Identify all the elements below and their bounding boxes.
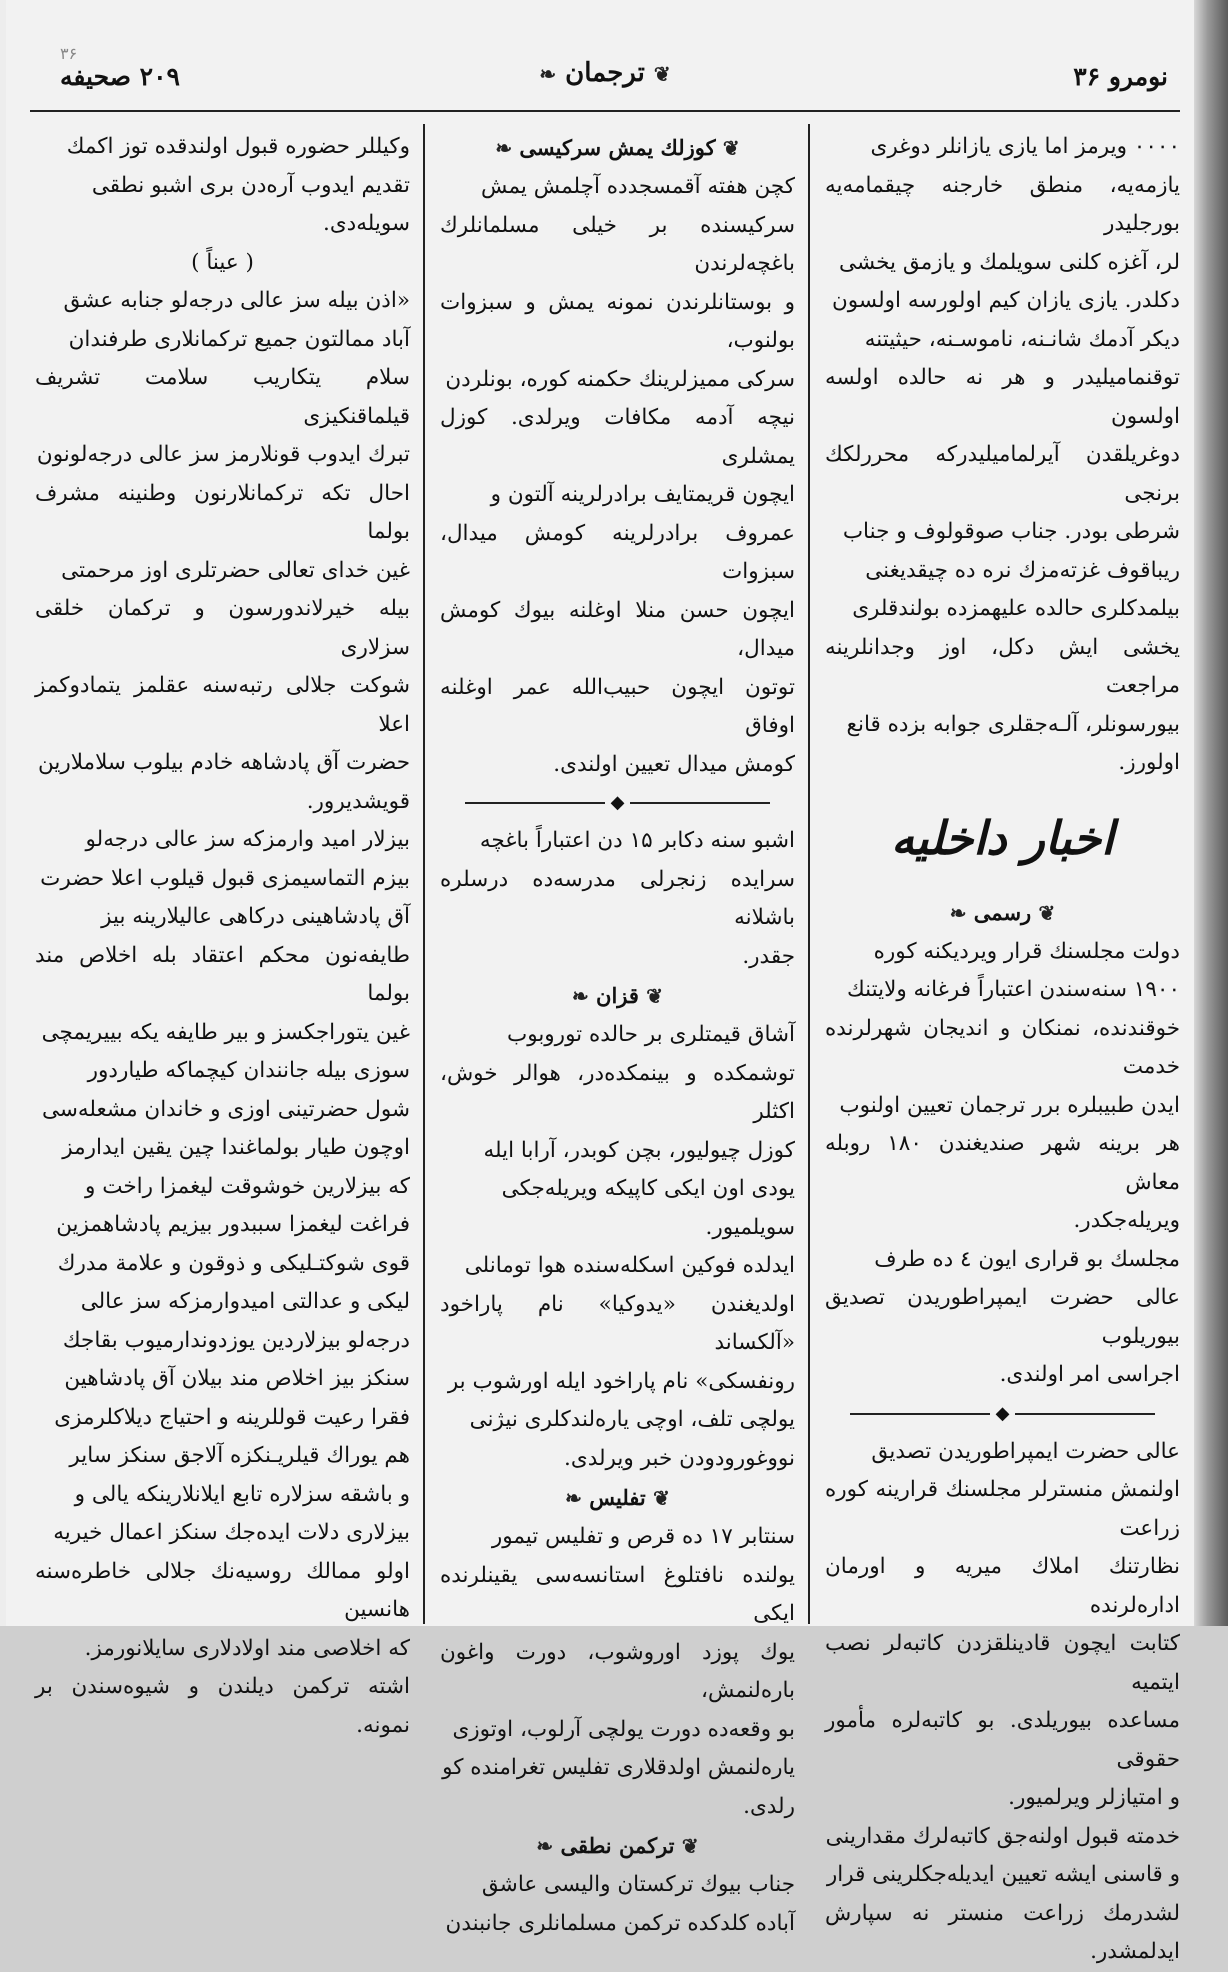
heading-text: ترکمن نطقی [560, 1833, 675, 1858]
text-line: ۱۹۰۰ سنه‌سندن اعتباراً فرغانه ولایتنك [847, 977, 1180, 1002]
heading-text: تفلیس [589, 1485, 646, 1510]
faint-number: ۳۶ [60, 44, 78, 63]
text-line: سنتابر ۱۷ ده قرص و تفلیس تیمور [491, 1524, 795, 1549]
text-line: آباده کلدکده ترکمن مسلمانلری جانبندن [445, 1910, 795, 1936]
text-line: بیلمدکلری حالده علیهمزده بولندقلری [852, 596, 1180, 621]
text-line: یودی اون ایکی کاپیکه ویریله‌جکی [501, 1176, 795, 1201]
text-line: حضرت آق پادشاهه خادم بیلوب سلاملارین [38, 750, 410, 775]
text-line: سرکی ممیزلرینك حکمنه کوره، بونلردن [445, 366, 795, 392]
text-line: هر برینه شهر صندیغندن ۱۸۰ روبله معاش [825, 1131, 1180, 1195]
heading-turkmen-speech [440, 1826, 795, 1866]
text-line: بو وقعه‌ده دورت یولچی آرلوب، اوتوزی [452, 1716, 795, 1742]
text-line: درجه‌لو بیزلاردین یوزدوندارمیوب بقاجك [62, 1327, 410, 1353]
text-line: بیزم التماسیمزی قبول قیلوب اعلا حضرت [40, 865, 410, 891]
text-line: بیزلار امید وارمزکه سز عالی درجه‌لو [85, 827, 410, 852]
article-lessons [440, 822, 795, 976]
text-line: دیکر آدمك شانـنه، ناموسـنه، حیثیتنه [864, 326, 1180, 352]
text-line: غین خدای تعالی حضرتلری اوز مرحمتی [61, 557, 410, 583]
page-edge [1194, 0, 1228, 1626]
text-line: آباد ممالتون جمیع ترکمانلاری طرفندان [68, 326, 410, 352]
column-divider [808, 124, 810, 1624]
ornament-icon: ❦ [722, 136, 740, 160]
subheading-official [825, 893, 1180, 933]
text-line: شوکت جلالی رتبه‌سنه عقلمز یتمادوکمز اعلا [35, 673, 410, 737]
ornament-icon: ❦ [681, 1834, 699, 1858]
text-line: که اخلاصی مند اولادلاری سایلانورمز. [84, 1635, 410, 1661]
article-fruit-fair [440, 168, 795, 784]
text-line: سنکز بیز اخلاص مند بیلان آق پادشاهین [64, 1366, 410, 1391]
heading-kazan [440, 976, 795, 1016]
text-line: خوقندنده، نمنکان و اندیجان شهرلرنده خدمت [825, 1015, 1180, 1079]
text-line: هم یوراك قیلریـنکزه آلاجق سنکز سایر [69, 1443, 410, 1468]
page-content [30, 40, 1180, 1964]
ornament-icon: ❧ [949, 900, 967, 925]
text-line: رونفسکی» نام پاراخود ایله اورشوب بر [447, 1368, 795, 1394]
text-line: بیزلاری دلات ایده‌جك سنکز اعمال خیریه [53, 1520, 410, 1545]
text-line: لشدرمك زراعت منستر نه سپارش ایدلمشدر. [825, 1900, 1180, 1964]
column-left [35, 128, 410, 1738]
text-line: و امتیازلر ویرلمیور. [1008, 1785, 1180, 1810]
text-line: خدمته قبول اولنه‌جق کاتبه‌لرك مقدارینی [825, 1823, 1180, 1849]
text-line: احال تکه ترکمانلارنون وطنینه مشرف بولما [35, 480, 410, 544]
text-line: سوزی بیله جانندان کیچماکه طیاردور [87, 1058, 410, 1083]
text-line: یخشی ایش دکل، اوز وجدانلرینه مراجعت [825, 634, 1180, 698]
text-line: «اذن بیله سز عالی درجه‌لو جنابه عشق [63, 288, 410, 313]
text-line: ایچون حسن منلا اوغلنه بیوك کومش میدال، [440, 597, 795, 661]
heading-text: کوزلك یمش سرکیسی [519, 135, 716, 160]
text-line: دولت مجلسنك قرار ویردیکنه کوره [873, 938, 1180, 964]
text-line: توتون ایچون حبیب‌الله عمر اوغلنه اوفاق [440, 674, 795, 738]
text-line: وکیللر حضوره قبول اولندقده توز اکمك [66, 134, 410, 159]
text-line: دکلدر. یازی یازان کیم اولورسه اولسون [832, 288, 1180, 313]
text-line: تبرك ایدوب قونلارمز سز عالی درجه‌لونون [36, 442, 410, 467]
text-line: مساعده بیوریلدی. بو کاتبه‌لره مأمور حقوقی [825, 1708, 1180, 1772]
column-right [825, 128, 1180, 1964]
article-turkmen-speech [440, 1866, 795, 1943]
ornament-icon: ❧ [536, 1834, 554, 1858]
text-line: اولورز. [1118, 750, 1180, 775]
section-divider: ◆ [440, 784, 795, 822]
text-line: قوی شوکتـلیکی و ذوقون و علامة مدرك [57, 1250, 410, 1276]
text-line: قویشدیرور. [306, 788, 410, 814]
text-line: یاره‌لنمش اولدقلاری تفلیس تغرامنده کو [442, 1755, 795, 1780]
text-line: که بیزلارین خوشوقت لیغمزا راخت و [85, 1173, 410, 1199]
text-line: سرایده زنجرلی مدرسه‌ده درسلره باشلانه [440, 866, 795, 930]
article-speech-intro [35, 128, 410, 244]
text-line: اجراسی امر اولندی. [999, 1362, 1180, 1387]
ornament-icon: ❧ [539, 62, 557, 86]
text-line: و قاسنی ایشه تعیین ایدیله‌جکلرینی قرار [826, 1862, 1180, 1887]
text-line: اولدیغندن «یدوکیا» نام پاراخود «آلکساند [440, 1291, 795, 1355]
text-line: سویلمیور. [705, 1214, 795, 1240]
heading-tiflis [440, 1478, 795, 1518]
text-line: کتابت ایچون قادینلقزدن کاتبه‌لر نصب ایتمیه [825, 1631, 1180, 1695]
ornament-icon: ❧ [571, 984, 589, 1008]
ornament-icon: ❦ [653, 62, 671, 86]
article-official [825, 933, 1180, 1395]
text-line: عالی حضرت ایمپراطوریدن تصدیق بیوریلوب [825, 1285, 1180, 1349]
text-line: آشاق قیمتلری بر حالده توروبوب [506, 1022, 795, 1047]
text-line: کوزل چیولیور، بچن کوبدر، آرابا ایله [483, 1137, 795, 1163]
article-clerks [825, 1433, 1180, 1972]
ornament-icon: ❧ [565, 1486, 582, 1510]
article-kazan [440, 1016, 795, 1478]
column-middle [440, 128, 795, 1936]
article-speech-text [35, 282, 410, 1668]
text-line: عالی حضرت ایمپراطوریدن تصدیق [871, 1438, 1180, 1464]
section-heading-domestic-news: اخبار داخلیه [891, 810, 1114, 865]
text-line: اولنمش منسترلر مجلسنك قرارینه کوره زراعت [825, 1477, 1180, 1541]
text-line: جناب بیوك ترکستان والیسی عاشق [481, 1872, 795, 1897]
text-line: فقرا رعیت قوللرینه و احتیاج دیلاکلرمزی [54, 1404, 410, 1430]
text-line: مجلسك بو قراری ایون ٤ ده طرف [874, 1246, 1180, 1272]
text-line: شول حضرتینی اوزی و خاندان مشعله‌سی [41, 1096, 410, 1122]
text-line: کچن هفته آقمسجدده آچلمش یمش [481, 174, 795, 199]
text-line: ویریله‌جکدر. [1073, 1208, 1180, 1233]
text-line: فراغت لیغمزا سببدور بیزیم پادشاهمزین [56, 1212, 410, 1237]
text-line: عمروف برادرلرینه کومش میدال، سبزوات [440, 520, 795, 584]
text-line: توقنمامیلیدر و هر نه حالده اولسه اولسون [825, 365, 1180, 429]
text-line: اولو ممالك روسیه‌نك جلالی خاطره‌سنه هانسین [35, 1558, 410, 1622]
text-line: رلدی. [743, 1793, 795, 1819]
text-line: کومش میدال تعیین اولندی. [553, 751, 795, 777]
text-line: یولچی تلف، اوچی یاره‌لندکلری نیژنی [469, 1407, 795, 1432]
masthead [30, 40, 1180, 112]
text-line: تقدیم ایدوب آره‌دن بری اشبو نطقی [91, 172, 410, 198]
text-line: شرطی بودر. جناب صوقولوف و جناب [842, 519, 1180, 544]
text-line: نووغورودودن خبر ویرلدی. [564, 1445, 795, 1471]
section-divider: ◆ [825, 1395, 1180, 1433]
text-line: دوغریلقدن آیرلمامیلیدرکه محررلکك برنجی [825, 442, 1180, 506]
article-tiflis [440, 1518, 795, 1826]
text-line: آق پادشاهینی درکاهی عالیلارینه بیز [101, 904, 410, 929]
text-line: یولنده نافتلوغ استانسه‌سی یقینلرنده ایکی [440, 1562, 795, 1626]
ornament-icon: ❦ [646, 984, 664, 1008]
subheading-text: رسمی [973, 899, 1032, 925]
ornament-icon: ❧ [495, 136, 513, 160]
issue-number: نومرو ۳۶ [1073, 62, 1168, 91]
text-line: طایفه‌نون محکم اعتقاد بله اخلاص مند بولما [35, 942, 410, 1006]
label-verbatim: ( عیناً ) [191, 249, 254, 275]
text-line: لر، آغزه کلنی سویلمك و یازمق یخشی [839, 249, 1180, 275]
text-line: ایدلده فوکین اسکله‌سنده هوا تومانلی [464, 1253, 795, 1278]
column-divider [423, 124, 425, 1624]
page-number: ۲۰۹ صحیفه [60, 62, 180, 91]
text-line: توشمکده و بینمکده‌در، هوالر خوش، اکثلر [440, 1060, 795, 1124]
text-line: یوك پوزد اوروشوب، دورت واغون باره‌لنمش، [440, 1639, 795, 1703]
text-line: ریباقوف غزته‌مزك نره ده چیقدیغنی [865, 557, 1180, 583]
title-text: ترجمان [565, 58, 645, 88]
text-line: و بوستانلرندن نمونه یمش و سبزوات بولنوب، [440, 289, 795, 353]
article-continued [825, 128, 1180, 783]
text-line: و باشقه سزلاره تابع ایلانلارینکه یالی و [74, 1481, 410, 1507]
text-line: نیچه آدمه مکافات ویرلدی. کوزل یمشلری [440, 405, 795, 469]
text-line: لیکی و عدالتی امیدوارمزکه سز عالی [80, 1289, 410, 1314]
text-line: ایدن طبیبلره برر ترجمان تعیین اولنوب [839, 1092, 1180, 1118]
heading-fruit-fair [440, 128, 795, 168]
text-line: اوچون طیار بولماغندا چین یقین ایدارمز [62, 1135, 410, 1160]
text-line: نظارتنك املاك میریه و اورمان اداره‌لرنده [825, 1554, 1180, 1618]
text-line: اشبو سنه دکابر ۱۵ دن اعتباراً باغچه [479, 828, 795, 853]
closing-line: اشته ترکمن دیلندن و شیوه‌سندن بر نمونه. [35, 1674, 410, 1738]
text-line: سویله‌دی. [323, 211, 410, 236]
heading-text: قزان [596, 983, 639, 1008]
text-line: ایچون قریمتایف برادرلرینه آلتون و [490, 482, 795, 507]
text-line: بیورسونلر، آلـه‌جقلری جوابه بزده قانع [846, 711, 1180, 737]
text-line: غین یتوراجکسز و بیر طایفه یکه بییریمچی [41, 1019, 410, 1045]
ornament-icon: ❦ [1038, 900, 1056, 925]
newspaper-title [30, 58, 1180, 88]
text-line: ۰۰۰۰ ویرمز اما یازی یازانلر دوغری [870, 134, 1180, 159]
text-line: یازمه‌یه، منطق خارجنه چیقمامه‌یه بورجلیدر [825, 172, 1180, 236]
ornament-icon: ❦ [653, 1486, 670, 1510]
text-line: سرکیسنده بر خیلی مسلمانلرك باغچه‌لرندن [440, 212, 795, 276]
text-line: بیله خیرلاندورسون و ترکمان خلقی سزلاری [35, 596, 410, 660]
text-line: جقدر. [742, 943, 795, 969]
text-line: سلام یتکاریب سلامت تشریف قیلماقنکیزی [35, 365, 410, 429]
